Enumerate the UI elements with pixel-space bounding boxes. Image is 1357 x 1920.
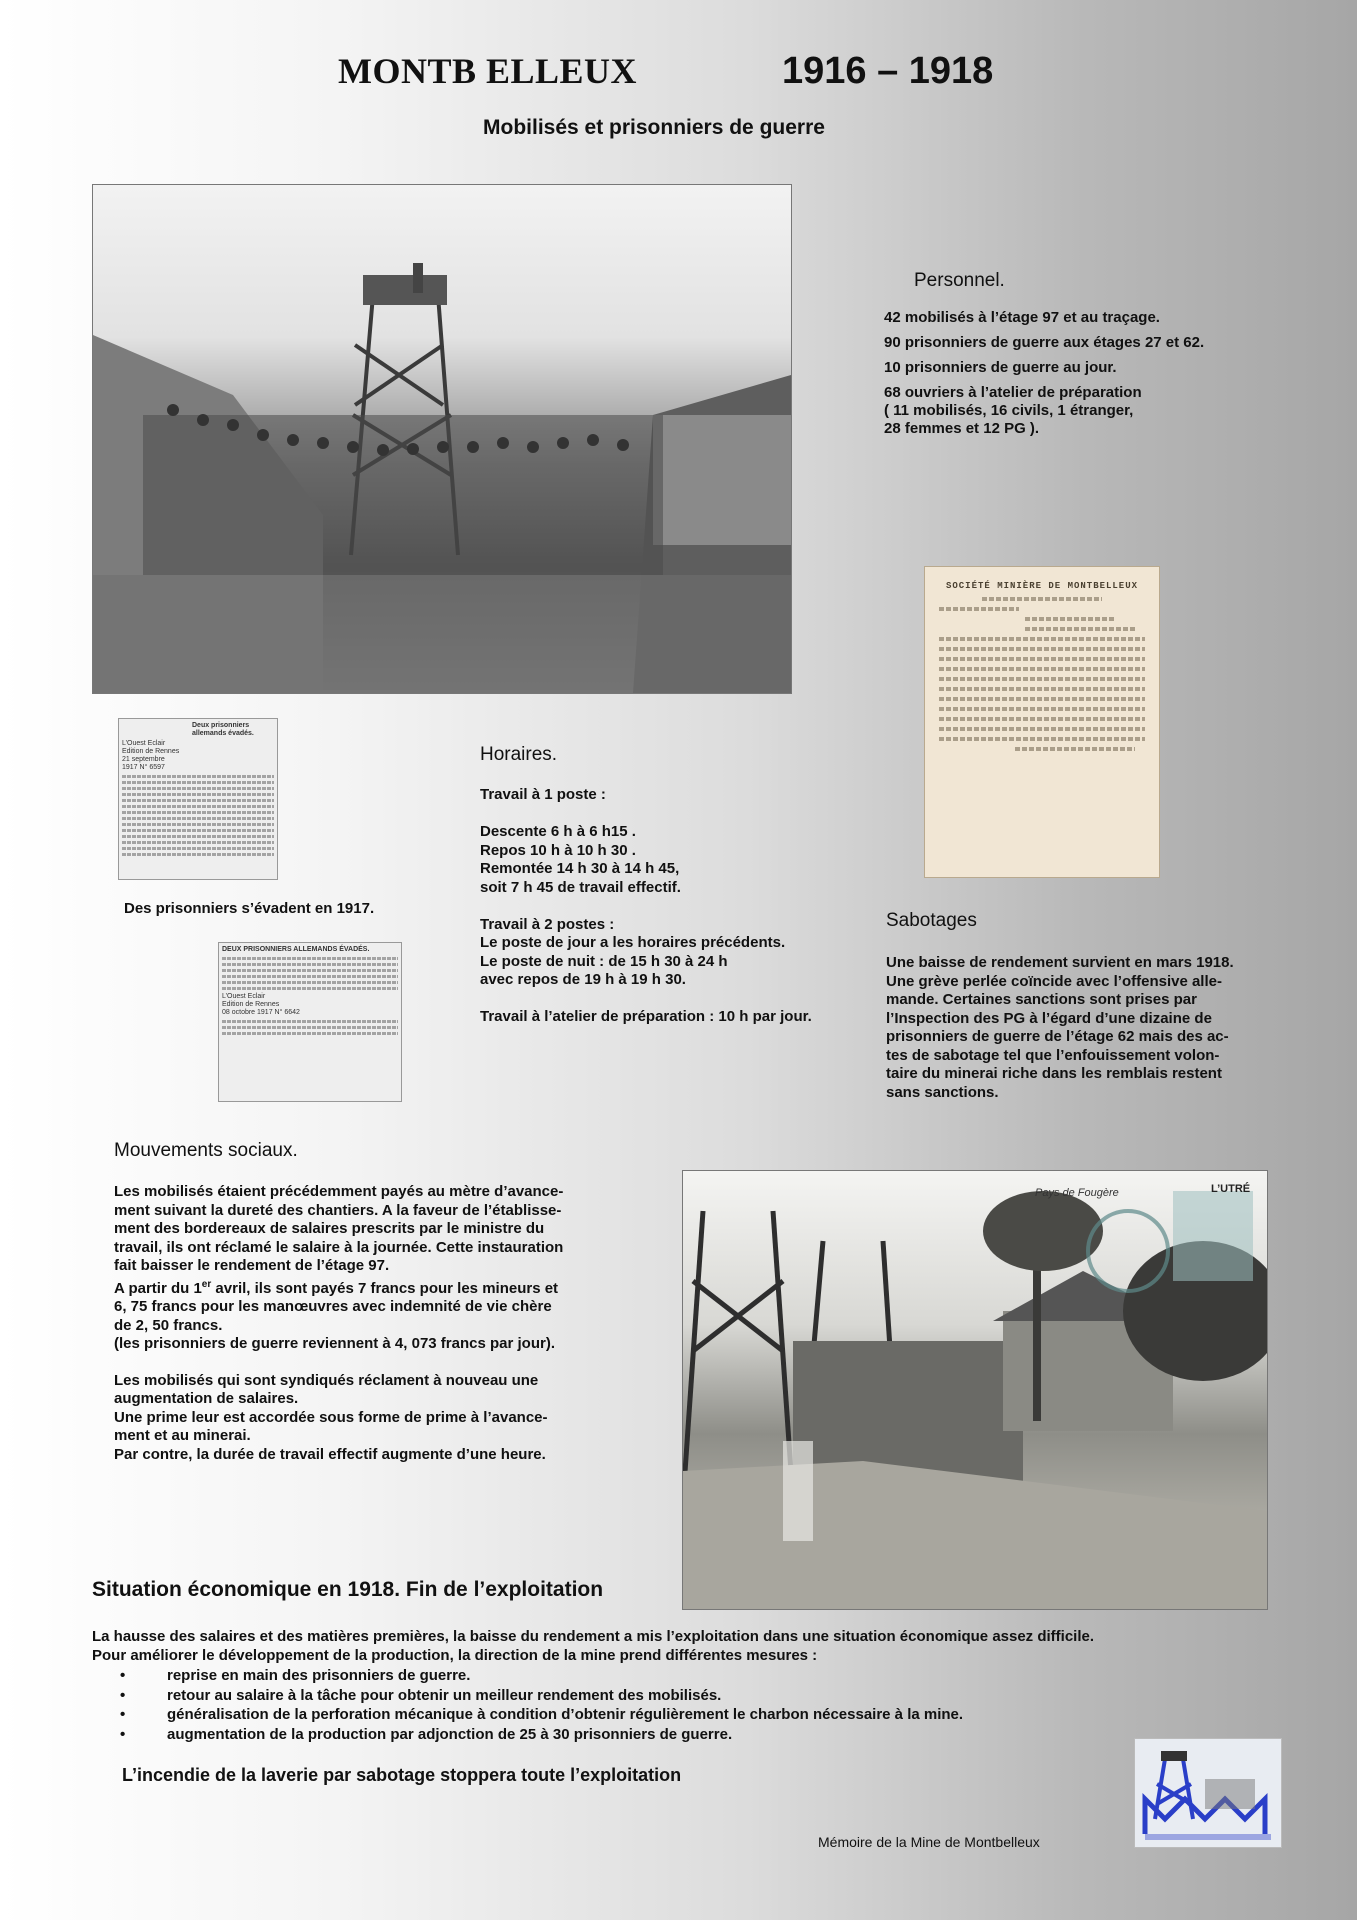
mouvements-body — [114, 1183, 644, 1464]
company-letter — [924, 566, 1160, 878]
situation-intro: La hausse des salaires et des matières premières, la baisse du rendement a mis l’exploitation dans une situation économique assez difficile. Pour améliorer le développement de la production, la direction de la mine prend différentes mesures : — [92, 1628, 1095, 1664]
list-item: • augmentation de la production par adjonction de 25 à 30 prisonniers de guerre. — [120, 1725, 733, 1743]
clipping-1-source: L’Ouest Eclair Edition de Rennes 21 septembre 1917 N° 6597 — [122, 740, 180, 771]
personnel-item: 90 prisonniers de guerre aux étages 27 et 62. — [884, 334, 1205, 351]
clippings-caption: Des prisonniers s’évadent en 1917. — [124, 900, 375, 917]
postcard-corner-text: L’UTRÉ — [1211, 1183, 1251, 1195]
page-years: 1916 – 1918 — [782, 50, 994, 92]
personnel-heading: Personnel. — [914, 270, 1005, 291]
clipping-1-title: Deux prisonniers allemands évadés. — [192, 722, 254, 737]
horaires-text: Travail à 1 poste : Descente 6 h à 6 h15 . Repos 10 h à 10 h 30 . Remontée 14 h 30 à 14 h 45, soit 7 h 45 de travail effectif. Travail à 2 postes : Le poste de jour a les horaires précédents. Le poste de nuit : de 15 h 30 à 24 h avec repos de 19 h à 19 h 30. Travail à l’atelier de préparation : 10 h par jour. — [480, 786, 812, 1025]
mouvements-heading: Mouvements sociaux. — [114, 1140, 298, 1161]
mouvements-paragraph-2: A partir du 1er avril, ils sont payés 7 francs pour les mineurs et 6, 75 francs pour les manœuvres avec indemnité de vie chère de 2, 50 francs. (les prisonniers de guerre reviennent à 4, 073 francs par jour). — [114, 1278, 559, 1352]
sabotages-heading: Sabotages — [886, 910, 977, 931]
situation-conclusion: L’incendie de la laverie par sabotage stoppera toute l’exploitation — [122, 1765, 682, 1785]
list-item: • généralisation de la perforation mécanique à condition d’obtenir régulièrement le charbon nécessaire à la mine. — [120, 1706, 964, 1723]
situation-measures — [92, 1666, 1292, 1744]
bullet-icon: • — [120, 1725, 126, 1743]
mine-logo — [1134, 1738, 1282, 1848]
list-item: • retour au salaire à la tâche pour obtenir un meilleur rendement des mobilisés. — [120, 1686, 722, 1704]
postcard-photo — [682, 1170, 1268, 1610]
clipping-2-source: L’Ouest Eclair Edition de Rennes 08 octobre 1917 N° 6642 — [222, 993, 300, 1016]
personnel-item: 68 ouvriers à l’atelier de préparation ( 11 mobilisés, 16 civils, 1 étranger, 28 femmes et 12 PG ). — [884, 384, 1142, 437]
group-photo — [92, 184, 792, 694]
bullet-icon: • — [120, 1686, 126, 1704]
clipping-2-title: DEUX PRISONNIERS ALLEMANDS ÉVADÉS. — [222, 946, 370, 953]
bullet-icon: • — [120, 1706, 126, 1723]
newspaper-clipping-2 — [218, 942, 402, 1102]
group-photo-illustration — [93, 185, 791, 693]
personnel-item: 10 prisonniers de guerre au jour. — [884, 359, 1117, 376]
newspaper-clipping-1 — [118, 718, 278, 880]
postcard-illustration — [683, 1171, 1267, 1609]
mouvements-paragraph-3: Les mobilisés qui sont syndiqués réclament à nouveau une augmentation de salaires. Une prime leur est accordée sous forme de prime à l’avance- ment et au minerai. Par contre, la durée de travail effectif augmente d’une heure. — [114, 1371, 548, 1463]
letter-letterhead: SOCIÉTÉ MINIÈRE DE MONTBELLEUX — [945, 581, 1139, 591]
personnel-item: 42 mobilisés à l’étage 97 et au traçage. — [884, 309, 1160, 326]
mouvements-paragraph-1: Les mobilisés étaient précédemment payés au mètre d’avance- ment suivant la dureté des chantiers. A la faveur de l’établisse- ment des bordereaux de salaires prescrits par le ministre du travail, ils ont réclamé le salaire à la journée. Cette instauration fait baisser le rendement de l’étage 97. — [114, 1183, 564, 1274]
list-item: • reprise en main des prisonniers de guerre. — [120, 1667, 471, 1684]
situation-heading: Situation économique en 1918. Fin de l’exploitation — [92, 1578, 604, 1601]
postcard-caption: Pays de Fougère — [1035, 1187, 1119, 1199]
page-title: MONTB ELLEUX — [338, 51, 638, 91]
sabotages-text: Une baisse de rendement survient en mars 1918. Une grève perlée coïncide avec l’offensive alle- mande. Certaines sanctions sont prises par l’Inspection des PG à l’égard d’une dizaine de prisonniers de guerre de l’étage 62 mais des ac- tes de sabotage tel que l’enfouissement volon- taire du minerai riche dans les remblais restent sans sanctions. — [886, 954, 1234, 1101]
horaires-heading: Horaires. — [480, 744, 558, 765]
bullet-icon: • — [120, 1667, 126, 1684]
footer-credit: Mémoire de la Mine de Montbelleux — [818, 1834, 1040, 1850]
personnel-list — [884, 309, 1314, 445]
mine-logo-icon — [1135, 1739, 1281, 1847]
page-subtitle: Mobilisés et prisonniers de guerre — [483, 116, 825, 139]
